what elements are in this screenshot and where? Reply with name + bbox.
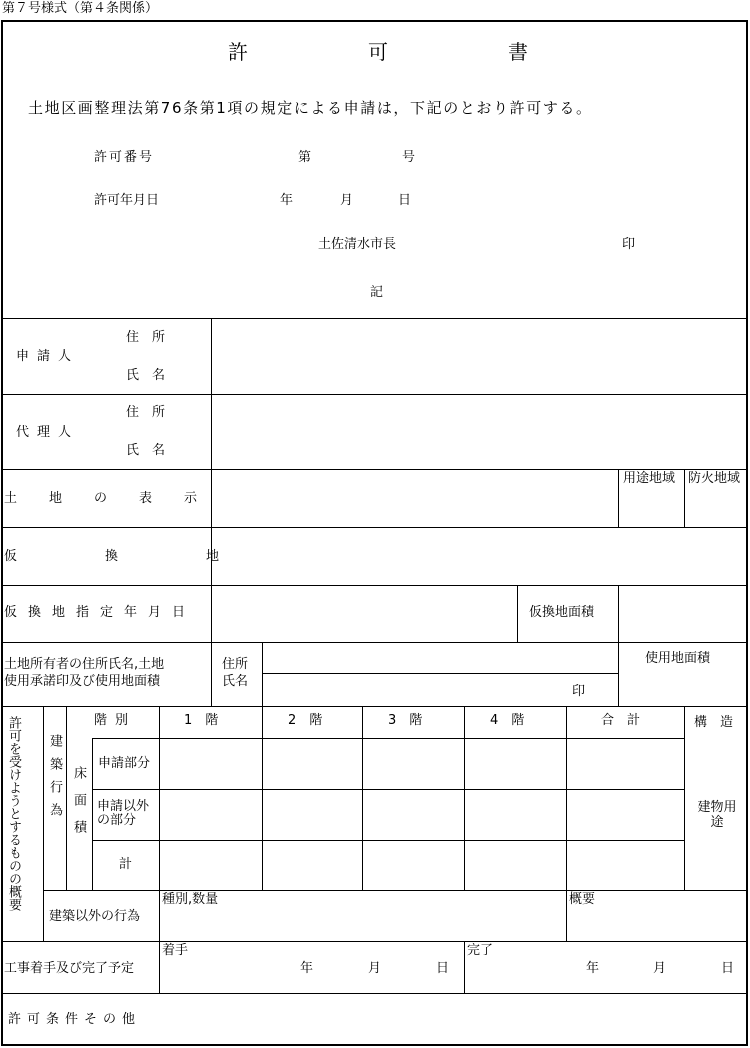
agent-address-label: 住 所 bbox=[126, 405, 166, 420]
rule bbox=[92, 738, 684, 739]
building-use-label: 建物用途 bbox=[697, 800, 737, 830]
owner-label-line1: 土地所有者の住所氏名,土地 bbox=[4, 657, 165, 672]
rule bbox=[66, 706, 67, 890]
agent-name-label: 氏 名 bbox=[126, 443, 166, 458]
rule bbox=[684, 469, 685, 527]
mayor-title: 土佐清水市長 bbox=[318, 237, 397, 252]
building-act-label: 建築行為 bbox=[47, 734, 62, 826]
start-month: 月 bbox=[368, 961, 382, 976]
start-day: 日 bbox=[436, 961, 450, 976]
applicant-address-label: 住 所 bbox=[126, 330, 166, 345]
permit-statement: 土地区画整理法第76条第1項の規定による申請は，下記のとおり許可する。 bbox=[28, 99, 593, 117]
start-label: 着手 bbox=[162, 943, 189, 958]
permit-date-year: 年 bbox=[280, 193, 294, 208]
title-char-1: 許 bbox=[228, 40, 248, 64]
rule bbox=[1, 585, 748, 586]
applicant-label: 申請人 bbox=[16, 349, 80, 364]
agent-label: 代理人 bbox=[16, 425, 80, 440]
rule bbox=[262, 706, 263, 890]
rule bbox=[618, 585, 619, 642]
rule bbox=[92, 840, 684, 841]
rule bbox=[1, 527, 748, 528]
permit-date-day: 日 bbox=[398, 193, 412, 208]
rule bbox=[618, 469, 619, 527]
owner-name-label: 氏名 bbox=[222, 674, 249, 689]
end-day: 日 bbox=[721, 961, 735, 976]
rule bbox=[43, 890, 748, 891]
rule bbox=[1, 394, 748, 395]
designation-date-label: 仮換地指定年月日 bbox=[4, 605, 197, 620]
use-area-label: 使用地面積 bbox=[645, 651, 711, 666]
floor-area-label: 床面積 bbox=[71, 766, 86, 847]
permit-number-prefix: 第 bbox=[298, 150, 312, 165]
form-frame bbox=[1, 20, 748, 1046]
floor-4-header: 4 階 bbox=[490, 713, 525, 728]
rule bbox=[464, 941, 465, 993]
end-year: 年 bbox=[586, 961, 600, 976]
rule bbox=[618, 642, 619, 706]
rule bbox=[262, 642, 263, 706]
end-label: 完了 bbox=[467, 943, 494, 958]
type-quantity-label: 種別,数量 bbox=[162, 892, 219, 907]
title-char-3: 書 bbox=[508, 40, 528, 64]
applied-part-label: 申請部分 bbox=[98, 756, 151, 771]
rule bbox=[1, 993, 748, 994]
sum-label: 計 bbox=[119, 857, 133, 872]
end-month: 月 bbox=[653, 961, 667, 976]
use-zone-label: 用途地域 bbox=[623, 471, 676, 486]
rule bbox=[92, 738, 93, 890]
rule bbox=[1, 642, 748, 643]
outline-vertical-label: 許可を受けようとするものの概要 bbox=[6, 716, 21, 911]
rule bbox=[517, 585, 518, 642]
owner-seal: 印 bbox=[572, 684, 586, 699]
permit-number-suffix: 号 bbox=[402, 150, 416, 165]
rule bbox=[262, 673, 618, 674]
applicant-name-label: 氏 名 bbox=[126, 368, 166, 383]
permit-number-label: 許可番号 bbox=[94, 150, 155, 165]
rule bbox=[159, 706, 160, 993]
floor-2-header: 2 階 bbox=[288, 713, 323, 728]
floor-3-header: 3 階 bbox=[388, 713, 423, 728]
title-char-2: 可 bbox=[368, 40, 388, 64]
land-display-label: 土地の表示 bbox=[4, 491, 230, 506]
non-building-label: 建築以外の行為 bbox=[49, 909, 141, 924]
owner-label-line2: 使用承諾印及び使用地面積 bbox=[4, 674, 161, 689]
floor-1-header: 1 階 bbox=[184, 713, 219, 728]
rule bbox=[464, 706, 465, 890]
rule bbox=[362, 706, 363, 890]
schedule-label: 工事着手及び完了予定 bbox=[4, 961, 135, 976]
rule bbox=[684, 706, 685, 890]
rule bbox=[92, 789, 684, 790]
rule bbox=[1, 318, 748, 319]
start-year: 年 bbox=[300, 961, 314, 976]
owner-address-label: 住所 bbox=[222, 657, 249, 672]
karikanchi-label: 仮換地 bbox=[4, 549, 308, 564]
conditions-label: 許可条件その他 bbox=[8, 1012, 142, 1027]
rule bbox=[566, 706, 567, 941]
total-header: 合 計 bbox=[601, 713, 641, 728]
rule bbox=[43, 706, 44, 941]
mayor-seal: 印 bbox=[622, 237, 636, 252]
rule bbox=[1, 706, 748, 707]
rule bbox=[211, 318, 212, 706]
karikanchi-area-label: 仮換地面積 bbox=[529, 605, 595, 620]
floor-label: 階別 bbox=[94, 713, 137, 728]
form-number: 第７号様式（第４条関係） bbox=[2, 1, 159, 16]
rule bbox=[1, 469, 748, 470]
summary-label: 概要 bbox=[569, 892, 596, 907]
rule bbox=[1, 941, 748, 942]
other-part-label: 申請以外の部分 bbox=[97, 799, 150, 828]
permit-date-label: 許可年月日 bbox=[94, 193, 160, 208]
permit-date-month: 月 bbox=[340, 193, 354, 208]
fire-zone-label: 防火地域 bbox=[688, 471, 741, 486]
structure-header: 構 造 bbox=[694, 715, 734, 730]
ki-notation: 記 bbox=[370, 285, 384, 300]
